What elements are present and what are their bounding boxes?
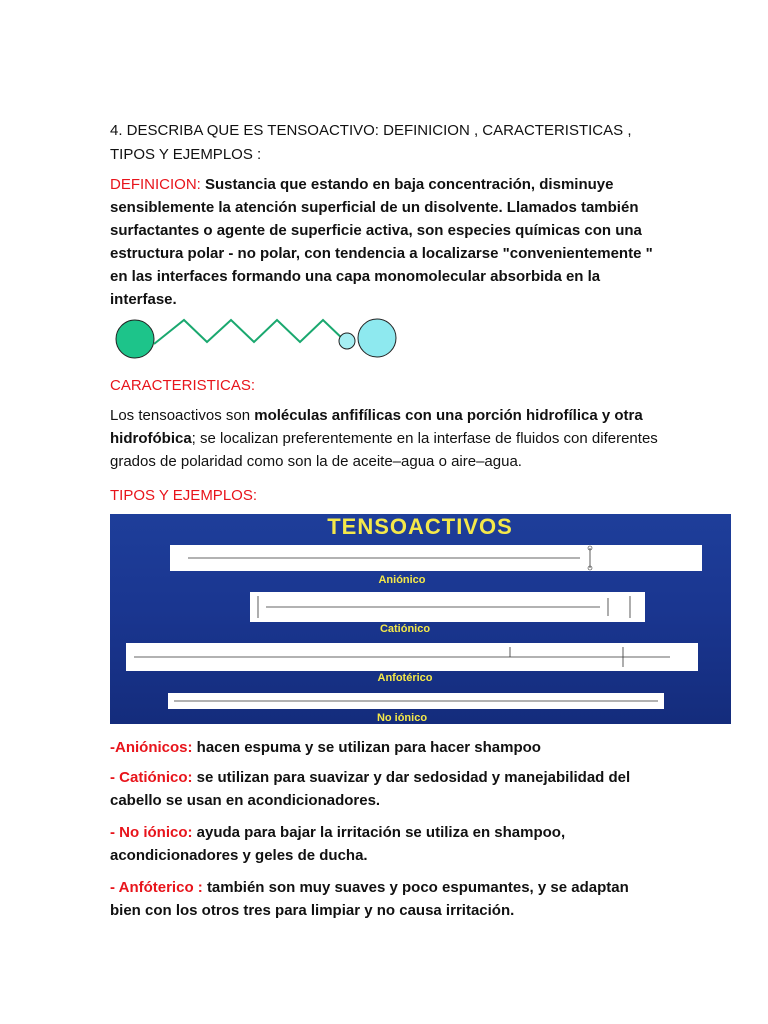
question-line-1: 4. DESCRIBA QUE ES TENSOACTIVO: DEFINICION , CARACTERISTICAS , [110, 122, 632, 139]
definition-paragraph [110, 173, 658, 311]
nonionic-label: No iónico [376, 712, 428, 724]
type-anionic-text: hacen espuma y se utilizan para hacer shampoo [196, 739, 541, 756]
question-title [110, 119, 650, 167]
types-heading: TIPOS Y EJEMPLOS: [110, 487, 257, 504]
structures-title: TENSOACTIVOS [327, 514, 513, 539]
type-nonionic-text: ayuda para bajar la irritación se utiliza en shampoo, acondicionadores y geles de ducha. [110, 824, 566, 864]
type-item-amphoteric [110, 876, 658, 922]
amphoteric-label: Anfotérico [377, 672, 433, 684]
cationic-label: Catiónico [379, 623, 431, 635]
small-head-circle [339, 333, 355, 349]
surfactant-structures-image [110, 514, 731, 724]
type-cationic-label: - Catiónico: [110, 769, 197, 786]
type-amphoteric-label: - Anfóterico : [110, 879, 207, 896]
type-item-anionic [110, 736, 658, 759]
surfactant-molecule-diagram [110, 314, 400, 364]
hydrophobic-tail-chain [154, 320, 346, 344]
characteristics-text-3: ; se localizan preferentemente en la interfase de fluidos con diferentes grados de polaridad como son la de aceite–agua o aire–agua. [110, 430, 658, 470]
characteristics-text-1: Los tensoactivos son [110, 407, 255, 424]
type-item-nonionic [110, 821, 658, 867]
type-amphoteric-text: también son muy suaves y poco espumantes, y se adaptan bien con los otros tres para limpiar y no causa irritación. [110, 879, 629, 919]
definition-text: Sustancia que estando en baja concentración, disminuye sensiblemente la atención superficial de un disolvente. Llamados también surfactantes o agente de superficie activa, son especies químicas con una estructura polar - no polar, con tendencia a localizarse "convenientemente " en las interfaces formando una capa monomolecular absorbida en la interfase. [110, 176, 653, 308]
type-cationic-text: se utilizan para suavizar y dar sedosidad y manejabilidad del cabello se usan en acondicionadores. [110, 769, 631, 809]
hydrophilic-head-circle [116, 320, 154, 358]
question-line-2: TIPOS Y EJEMPLOS : [110, 146, 262, 163]
polar-head-circle [358, 319, 396, 357]
type-item-cationic [110, 766, 658, 812]
characteristics-heading: CARACTERISTICAS: [110, 377, 256, 394]
characteristics-text-2: moléculas anfifílicas con una porción hidrofílica y otra hidrofóbica [110, 407, 643, 447]
characteristics-paragraph [110, 404, 658, 473]
definition-label: DEFINICION: [110, 176, 206, 193]
type-nonionic-label: - No iónico: [110, 824, 197, 841]
type-anionic-label: -Aniónicos: [110, 739, 197, 756]
anionic-label: Aniónico [378, 574, 426, 586]
structures-svg [110, 514, 731, 724]
